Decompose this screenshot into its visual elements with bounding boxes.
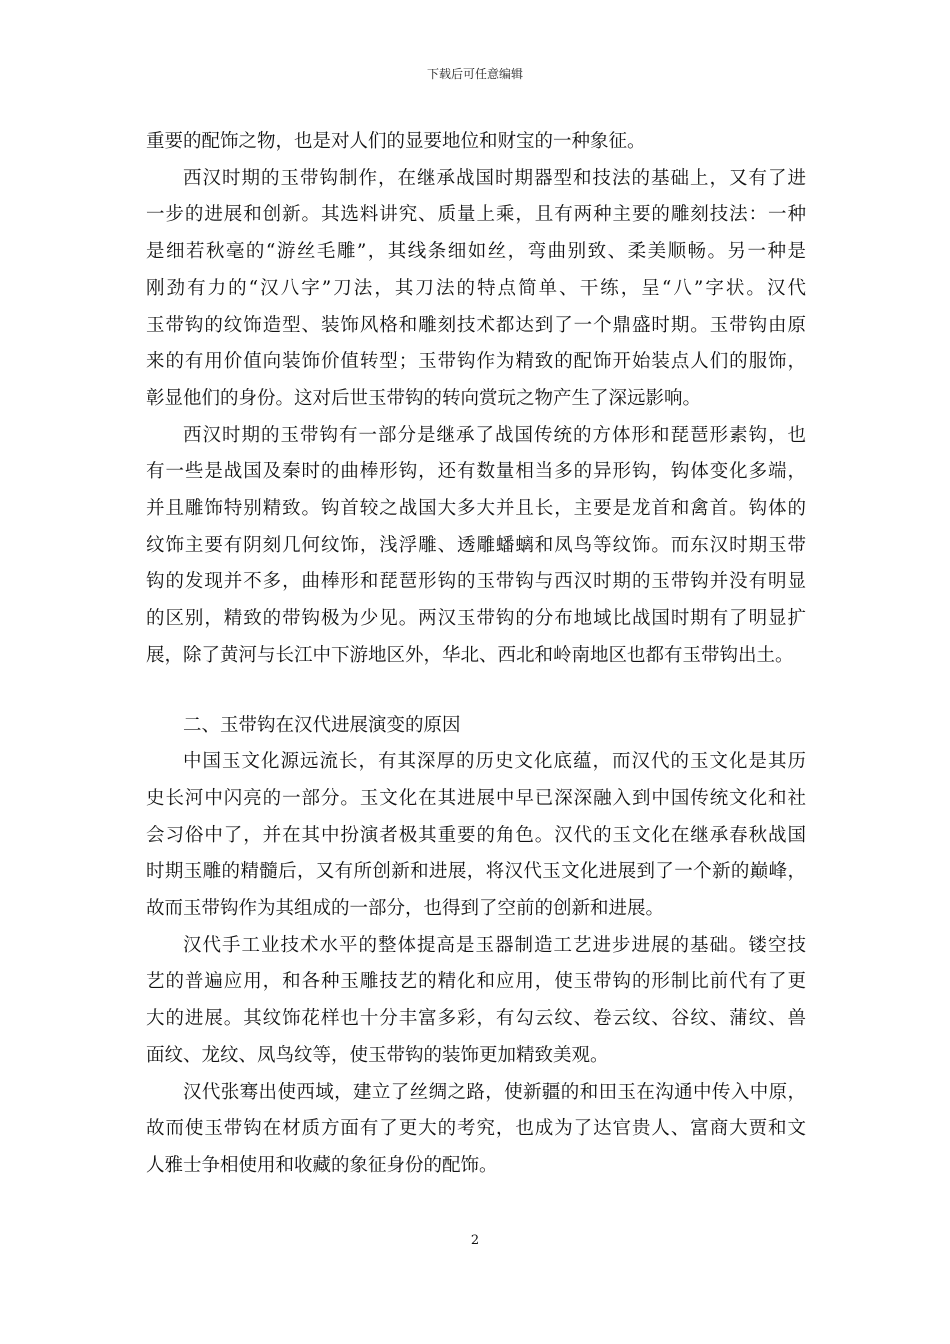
document-body xyxy=(146,124,806,1185)
text-line: 有一些是战国及秦时的曲棒形钩，还有数量相当多的异形钩，钩体变化多端， xyxy=(146,461,806,483)
paragraph-western-han-craft xyxy=(146,161,806,418)
section-heading: 二、玉带钩在汉代进展演变的原因 xyxy=(183,714,461,736)
text-line: 西汉时期的玉带钩有一部分是继承了战国传统的方体形和琵琶形素钩，也 xyxy=(183,424,806,446)
text-line: 的区别，精致的带钩极为少见。两汉玉带钩的分布地域比战国时期有了明显扩 xyxy=(146,608,806,630)
text-line: 西汉时期的玉带钩制作，在继承战国时期器型和技法的基础上，又有了进 xyxy=(183,167,806,189)
text-line: 史长河中闪亮的一部分。玉文化在其进展中早已深深融入到中国传统文化和社 xyxy=(146,787,806,809)
text-line: 纹饰主要有阴刻几何纹饰，浅浮雕、透雕蟠螭和凤鸟等纹饰。而东汉时期玉带 xyxy=(146,534,806,556)
text-line: 汉代张骞出使西域，建立了丝绸之路，使新疆的和田玉在沟通中传入中原， xyxy=(183,1081,806,1103)
text-line: 展，除了黄河与长江中下游地区外，华北、西北和岭南地区也都有玉带钩出土。 xyxy=(146,644,794,666)
text-line: 钩的发现并不多，曲棒形和琵琶形钩的玉带钩与西汉时期的玉带钩并没有明显 xyxy=(146,571,806,593)
text-line: 中国玉文化源远流长，有其深厚的历史文化底蕴，而汉代的玉文化是其历 xyxy=(183,751,806,773)
text-line: 面纹、龙纹、凤鸟纹等，使玉带钩的装饰更加精致美观。 xyxy=(146,1044,609,1066)
text-line: 人雅士争相使用和收藏的象征身份的配饰。 xyxy=(146,1154,498,1176)
paragraph-continuation xyxy=(146,124,806,161)
text-line: 彰显他们的身份。这对后世玉带钩的转向赏玩之物产生了深远影响。 xyxy=(146,387,702,409)
text-line: 时期玉雕的精髓后，又有所创新和进展，将汉代玉文化进展到了一个新的巅峰， xyxy=(146,861,806,883)
page-header: 下载后可任意编辑 xyxy=(426,67,523,81)
text-line: 大的进展。其纹饰花样也十分丰富多彩，有勾云纹、卷云纹、谷纹、蒲纹、兽 xyxy=(146,1008,806,1030)
paragraph-handicraft xyxy=(146,928,806,1075)
text-line: 会习俗中了，并在其中扮演者极其重要的角色。汉代的玉文化在继承春秋战国 xyxy=(146,824,806,846)
text-line: 艺的普遍应用，和各种玉雕技艺的精化和应用，使玉带钩的形制比前代有了更 xyxy=(146,971,806,993)
text-line: 汉代手工业技术水平的整体提高是玉器制造工艺进步进展的基础。镂空技 xyxy=(183,934,806,956)
text-line: 故而玉带钩作为其组成的一部分，也得到了空前的创新和进展。 xyxy=(146,898,665,920)
paragraph-western-han-forms xyxy=(146,418,806,675)
section-spacer xyxy=(146,675,806,708)
text-line: 刚劲有力的“汉八字”刀法，其刀法的特点简单、干练，呈“八”字状。汉代 xyxy=(146,277,806,299)
text-line: 故而使玉带钩在材质方面有了更大的考究，也成为了达官贵人、富商大贾和文 xyxy=(146,1118,806,1140)
page-number: 2 xyxy=(470,1233,480,1248)
text-line: 玉带钩的纹饰造型、装饰风格和雕刻技术都达到了一个鼎盛时期。玉带钩由原 xyxy=(146,314,806,336)
text-line: 一步的进展和创新。其选料讲究、质量上乘，且有两种主要的雕刻技法：一种 xyxy=(146,204,806,226)
text-line: 并且雕饰特别精致。钩首较之战国大多大并且长，主要是龙首和禽首。钩体的 xyxy=(146,498,806,520)
text-line: 来的有用价值向装饰价值转型；玉带钩作为精致的配饰开始装点人们的服饰， xyxy=(146,351,806,373)
paragraph-jade-culture xyxy=(146,744,806,928)
paragraph-silk-road xyxy=(146,1075,806,1185)
text-line: 重要的配饰之物，也是对人们的显要地位和财宝的一种象征。 xyxy=(146,131,646,152)
text-line: 是细若秋毫的“游丝毛雕”，其线条细如丝，弯曲别致、柔美顺畅。另一种是 xyxy=(146,241,806,263)
